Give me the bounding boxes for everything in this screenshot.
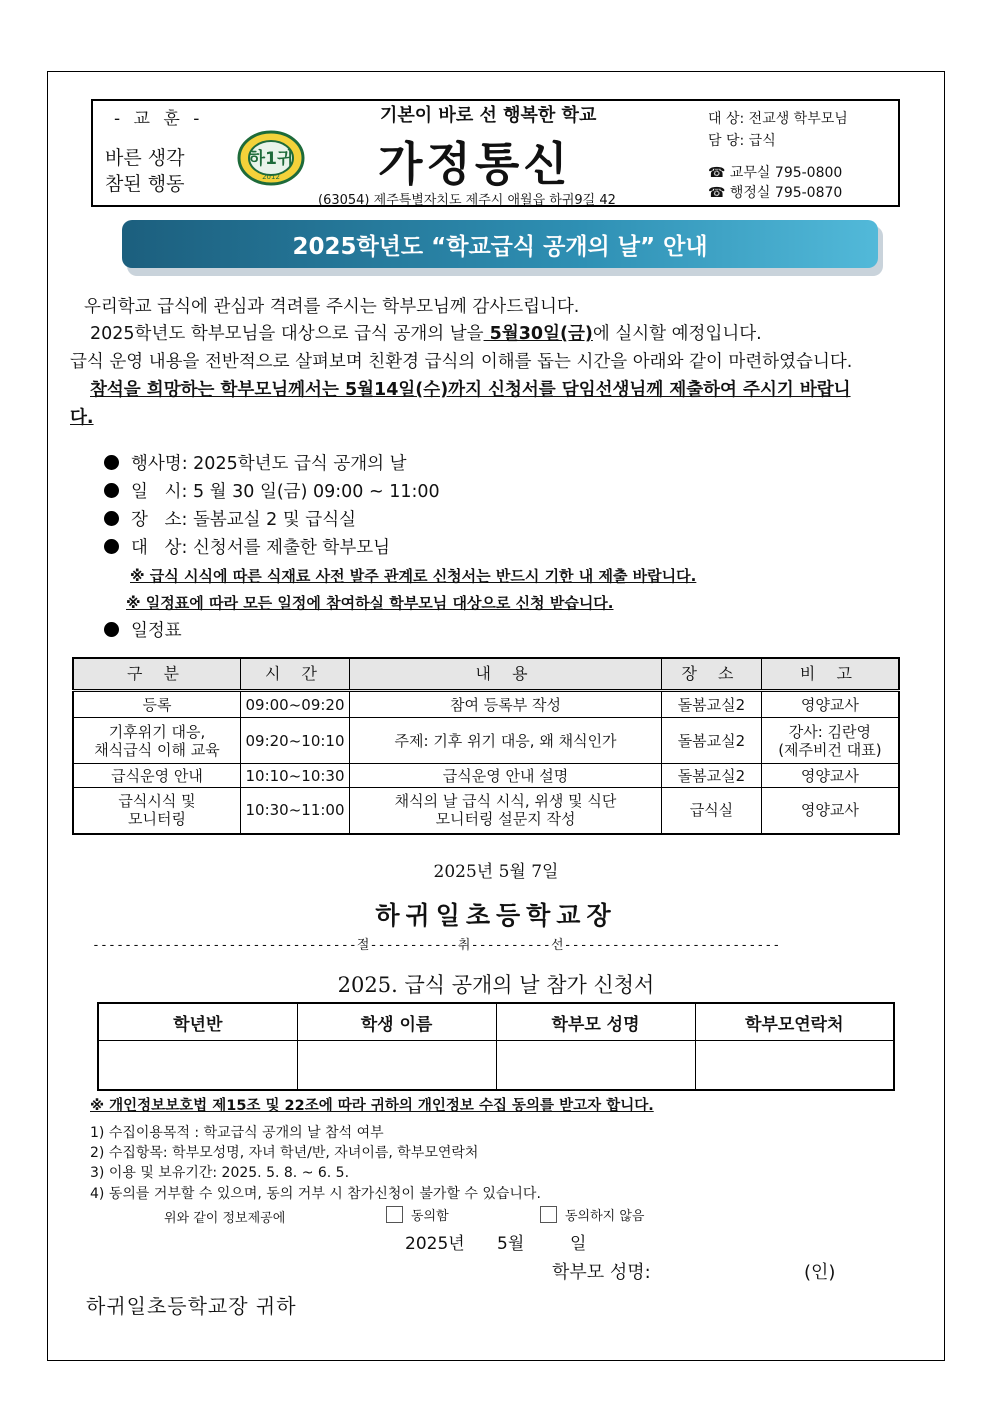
sign-year: 2025년 bbox=[405, 1234, 465, 1254]
intro-line4: 참석을 희망하는 학부모님께서는 5월14일(수)까지 신청서를 담임선생님께 제출하여 주시기 바랍니 bbox=[90, 380, 851, 400]
table-row bbox=[73, 718, 899, 764]
bullet-icon bbox=[104, 622, 119, 637]
col-note: 비 고 bbox=[761, 658, 899, 691]
principal-name: 하귀일초등학교장 bbox=[375, 901, 617, 930]
intro-line2-a: 2025학년도 학부모님을 대상으로 급식 공개의 날을 bbox=[90, 324, 484, 344]
cell-category: 기후위기 대응, 채식급식 이해 교육 bbox=[73, 718, 241, 764]
cell-category: 등록 bbox=[73, 691, 241, 718]
form-title: 2025. 급식 공개의 날 참가 신청서 bbox=[337, 973, 655, 997]
privacy-item: 4) 동의를 거부할 수 있으며, 동의 거부 시 참가신청이 불가할 수 있습니다. bbox=[90, 1186, 541, 1202]
cell-place: 돌봄교실2 bbox=[662, 764, 762, 788]
cut-line: ---------------------------------절-----------취----------선--------------------------- bbox=[92, 938, 781, 953]
school-address: (63054) 제주특별자치도 제주시 애월읍 하귀9길 42 bbox=[318, 193, 616, 208]
application-table bbox=[97, 1002, 895, 1091]
parent-sign-label: 학부모 성명: bbox=[552, 1262, 651, 1283]
grade-class-field[interactable] bbox=[98, 1041, 297, 1091]
school-slogan: 기본이 바로 선 행복한 학교 bbox=[380, 105, 597, 126]
agree-label: 동의함 bbox=[411, 1209, 449, 1224]
privacy-notice: ※ 개인정보보호법 제15조 및 22조에 따라 귀하의 개인정보 수집 동의를 받고자 합니다. bbox=[90, 1098, 654, 1114]
col-time: 시 간 bbox=[241, 658, 350, 691]
cell-content: 채식의 날 급식 시식, 위생 및 식단 모니터링 설문지 작성 bbox=[350, 788, 662, 834]
cell-note: 영양교사 bbox=[761, 691, 899, 718]
disagree-checkbox[interactable] bbox=[540, 1206, 557, 1223]
cell-content: 참여 등록부 작성 bbox=[350, 691, 662, 718]
parent-name-field[interactable] bbox=[496, 1041, 695, 1091]
col-category: 구 분 bbox=[73, 658, 241, 691]
note-schedule: ※ 일정표에 따라 모든 일정에 참여하실 학부모님 대상으로 신청 받습니다. bbox=[126, 594, 614, 612]
event-date-highlight: 5월30일(금) bbox=[483, 324, 593, 344]
agree-checkbox[interactable] bbox=[386, 1206, 403, 1223]
bullet-icon bbox=[104, 455, 119, 470]
sign-day: 일 bbox=[570, 1234, 587, 1254]
col-student-name: 학생 이름 bbox=[297, 1003, 496, 1041]
cell-note: 영양교사 bbox=[761, 764, 899, 788]
seal-mark: (인) bbox=[804, 1262, 836, 1283]
cell-content: 주제: 기후 위기 대응, 왜 채식인가 bbox=[350, 718, 662, 764]
addressee: 하귀일초등학교장 귀하 bbox=[86, 1294, 297, 1318]
table-row bbox=[73, 788, 899, 834]
detail-datetime bbox=[104, 478, 440, 503]
cell-category: 급식시식 및 모니터링 bbox=[73, 788, 241, 834]
bullet-icon bbox=[104, 539, 119, 554]
privacy-item: 1) 수집이용목적 : 학교급식 공개의 날 참석 여부 bbox=[90, 1125, 384, 1141]
page-title: 가정통신 bbox=[378, 137, 572, 191]
detail-target-text: 대 상: 신청서를 제출한 학부모님 bbox=[131, 538, 391, 558]
form-input-row bbox=[98, 1041, 894, 1091]
disagree-label: 동의하지 않음 bbox=[565, 1209, 645, 1224]
cell-category: 급식운영 안내 bbox=[73, 764, 241, 788]
logo-year: 2012 bbox=[262, 173, 280, 181]
detail-event-text: 행사명: 2025학년도 급식 공개의 날 bbox=[131, 454, 407, 474]
col-parent-contact: 학부모연락처 bbox=[695, 1003, 894, 1041]
detail-event bbox=[104, 450, 407, 475]
table-row bbox=[73, 764, 899, 788]
charge-info: 담 당: 급식 bbox=[708, 133, 776, 149]
issue-date: 2025년 5월 7일 bbox=[433, 862, 559, 882]
detail-target bbox=[104, 534, 390, 559]
col-parent-name: 학부모 성명 bbox=[496, 1003, 695, 1041]
detail-place bbox=[104, 506, 356, 531]
cell-time: 10:30~11:00 bbox=[241, 788, 350, 834]
cell-place: 급식실 bbox=[662, 788, 762, 834]
detail-place-text: 장 소: 돌봄교실 2 및 급식실 bbox=[131, 510, 357, 530]
privacy-item: 2) 수집항목: 학부모성명, 자녀 학년/반, 자녀이름, 학부모연락처 bbox=[90, 1145, 479, 1161]
form-header-row bbox=[98, 1003, 894, 1041]
col-content: 내 용 bbox=[350, 658, 662, 691]
cell-note: 강사: 김란영 (제주비건 대표) bbox=[761, 718, 899, 764]
intro-line2-c: 에 실시할 예정입니다. bbox=[592, 324, 762, 344]
schedule-header-row bbox=[73, 658, 899, 691]
intro-line3: 급식 운영 내용을 전반적으로 살펴보며 친환경 급식의 이해를 돕는 시간을 아래와 같이 마련하였습니다. bbox=[70, 352, 853, 372]
banner-title: 2025학년도 “학교급식 공개의 날” 안내 bbox=[122, 220, 878, 268]
detail-schedule-text: 일정표 bbox=[131, 621, 182, 641]
phone-admin: ☎ 행정실 795-0870 bbox=[708, 185, 843, 201]
cell-time: 09:20~10:10 bbox=[241, 718, 350, 764]
intro-line5: 다. bbox=[70, 408, 94, 428]
schedule-table bbox=[72, 657, 900, 835]
logo-text: 하1귀 bbox=[248, 149, 294, 169]
intro-line1: 우리학교 급식에 관심과 격려를 주시는 학부모님께 감사드립니다. bbox=[84, 297, 580, 317]
intro-line2 bbox=[90, 320, 762, 345]
sign-month: 5월 bbox=[497, 1234, 525, 1254]
bullet-icon bbox=[104, 511, 119, 526]
consent-prefix: 위와 같이 정보제공에 bbox=[164, 1211, 286, 1226]
agree-option[interactable] bbox=[386, 1205, 449, 1224]
bullet-icon bbox=[104, 483, 119, 498]
target-info: 대 상: 전교생 학부모님 bbox=[708, 111, 848, 127]
col-grade-class: 학년반 bbox=[98, 1003, 297, 1041]
cell-content: 급식운영 안내 설명 bbox=[350, 764, 662, 788]
note-deadline: ※ 급식 시식에 따른 식재료 사전 발주 관계로 신청서는 반드시 기한 내 제출 바랍니다. bbox=[130, 567, 697, 585]
privacy-item: 3) 이용 및 보유기간: 2025. 5. 8. ~ 6. 5. bbox=[90, 1165, 350, 1181]
col-place: 장 소 bbox=[662, 658, 762, 691]
disagree-option[interactable] bbox=[540, 1205, 644, 1224]
student-name-field[interactable] bbox=[297, 1041, 496, 1091]
motto-line2: 참된 행동 bbox=[105, 173, 185, 195]
cell-place: 돌봄교실2 bbox=[662, 718, 762, 764]
cell-time: 10:10~10:30 bbox=[241, 764, 350, 788]
parent-contact-field[interactable] bbox=[695, 1041, 894, 1091]
table-row bbox=[73, 691, 899, 718]
cell-note: 영양교사 bbox=[761, 788, 899, 834]
phone-office: ☎ 교무실 795-0800 bbox=[708, 165, 843, 181]
school-logo-icon bbox=[236, 128, 306, 186]
detail-datetime-text: 일 시: 5 월 30 일(금) 09:00 ~ 11:00 bbox=[131, 482, 440, 502]
cell-place: 돌봄교실2 bbox=[662, 691, 762, 718]
motto-title: - 교 훈 - bbox=[114, 109, 204, 129]
detail-schedule bbox=[104, 617, 182, 642]
cell-time: 09:00~09:20 bbox=[241, 691, 350, 718]
motto-line1: 바른 생각 bbox=[105, 147, 185, 169]
